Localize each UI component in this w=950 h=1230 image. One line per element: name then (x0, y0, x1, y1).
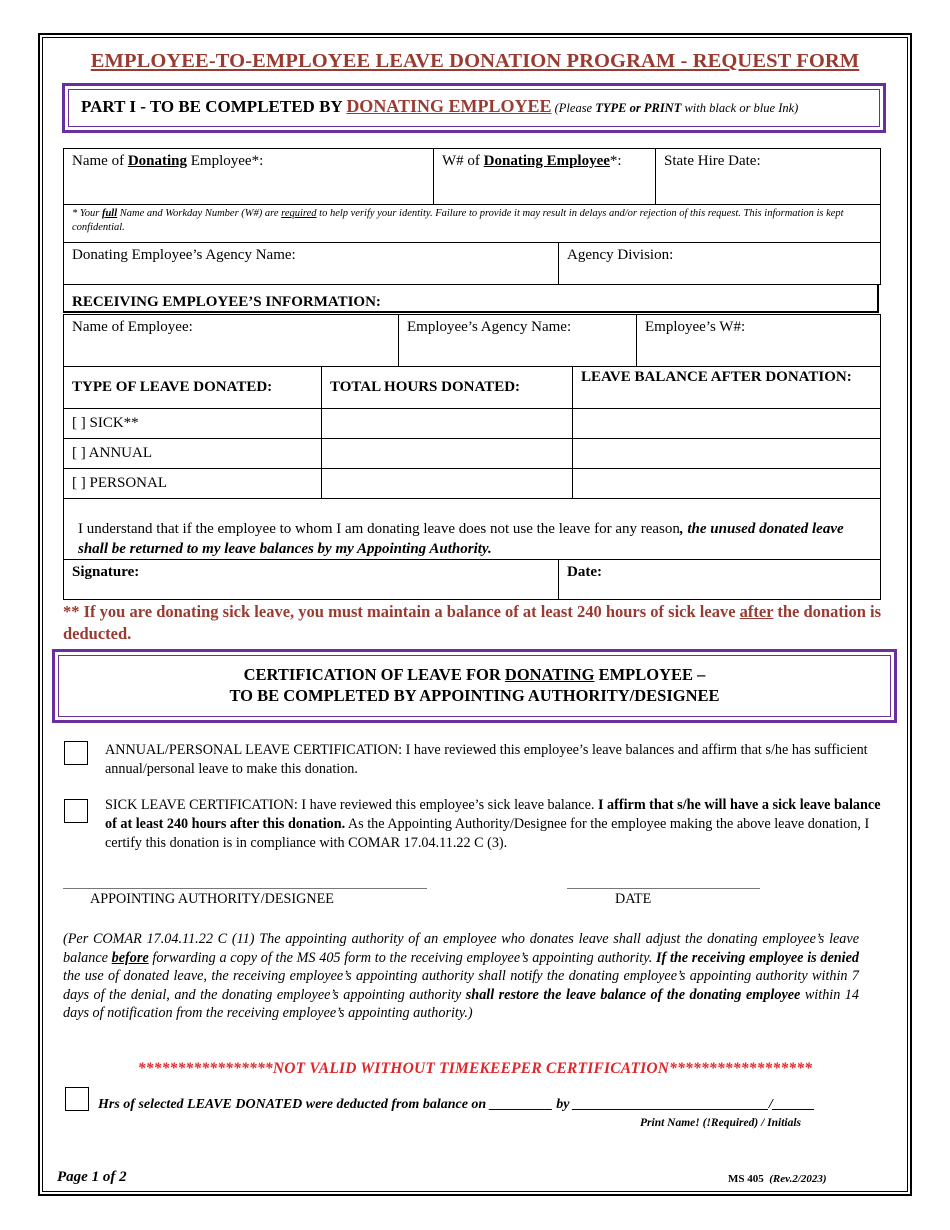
page-number: Page 1 of 2 (57, 1169, 127, 1185)
leave-type-annual[interactable]: [ ] ANNUAL (64, 439, 322, 469)
table-row (64, 439, 881, 469)
annual-balance-field[interactable] (573, 439, 881, 469)
date-field[interactable]: Date: (559, 560, 881, 600)
donor-name-field[interactable]: Name of Donating Employee*: (64, 149, 434, 205)
authority-signature-line[interactable] (63, 888, 427, 889)
comar-paragraph: (Per COMAR 17.04.11.22 C (11) The appointing authority of an employee who donates leave shall adjust the donating employee’s leave balance before forwarding a copy of the MS 405 form to the receiving employee’s appointing authority. If the receiving employee is denied the use of donated leave, the receiving employee’s appointing authority shall notify the donating employee’s appointing authority within 7 days of the denial, and the donating employee’s appointing authority shall restore the leave balance of the donating employee within 14 days of notification from the receiving employee’s appointing authority.) (63, 931, 859, 1022)
sick-hours-field[interactable] (322, 409, 573, 439)
receiving-name-field[interactable]: Name of Employee: (64, 315, 399, 367)
not-valid-banner: *****************NOT VALID WITHOUT TIMEKEEPER CERTIFICATION****************** (137, 1060, 813, 1077)
receiving-header: RECEIVING EMPLOYEE’S INFORMATION: (72, 294, 381, 310)
sick-cert-text: SICK LEAVE CERTIFICATION: I have reviewed this employee’s sick leave balance. I affirm that s/he will have a sick leave balance of at least 240 hours after this donation. As the Appointing Authority/Designee for the employee making the above leave donation, I certify this donation is in compliance with COMAR 17.04.11.22 C (3). (105, 797, 881, 851)
personal-hours-field[interactable] (322, 469, 573, 499)
agency-division-field[interactable]: Agency Division: (559, 243, 881, 285)
donor-info-table (63, 148, 881, 243)
signature-field[interactable]: Signature: (64, 560, 559, 600)
authority-date-line[interactable] (567, 888, 760, 889)
timekeeper-checkbox[interactable] (65, 1087, 89, 1111)
personal-balance-field[interactable] (573, 469, 881, 499)
receiving-agency-field[interactable]: Employee’s Agency Name: (399, 315, 637, 367)
sick-cert-checkbox[interactable] (64, 799, 88, 823)
timekeeper-statement[interactable]: Hrs of selected LEAVE DONATED were deducted from balance on _________ by ____________________________/______ (98, 1097, 815, 1112)
confidentiality-note: * Your full Name and Workday Number (W#) are required to help verify your identity. Failure to provide it may result in delays and/or rejection of this request. This information is kept confidential. (64, 205, 881, 243)
annual-hours-field[interactable] (322, 439, 573, 469)
part1-header: PART I - TO BE COMPLETED BY DONATING EMPLOYEE (Please TYPE or PRINT with black or blue Ink) (81, 96, 799, 116)
table-row (64, 409, 881, 439)
authority-date-label: DATE (615, 891, 652, 907)
authority-label: APPOINTING AUTHORITY/DESIGNEE (90, 891, 334, 907)
state-hire-date-field[interactable]: State Hire Date: (656, 149, 881, 205)
leave-donation-table (63, 366, 881, 499)
col-leave-balance: LEAVE BALANCE AFTER DONATION: (573, 367, 881, 409)
form-id: MS 405 (Rev.2/2023) (728, 1173, 827, 1185)
col-total-hours: TOTAL HOURS DONATED: (322, 367, 573, 409)
donor-w-number-field[interactable]: W# of Donating Employee*: (434, 149, 656, 205)
annual-cert-text: ANNUAL/PERSONAL LEAVE CERTIFICATION: I have reviewed this employee’s leave balances and affirm that s/he has sufficient annual/personal leave to make this donation. (105, 742, 868, 777)
receiving-info-table (63, 314, 881, 367)
leave-type-sick[interactable]: [ ] SICK** (64, 409, 322, 439)
sick-balance-field[interactable] (573, 409, 881, 439)
donor-agency-name-field[interactable]: Donating Employee’s Agency Name: (64, 243, 559, 285)
donor-agency-table (63, 242, 881, 285)
form-title: EMPLOYEE-TO-EMPLOYEE LEAVE DONATION PROGRAM - REQUEST FORM (90, 50, 860, 72)
acknowledgement-table (63, 498, 881, 600)
receiving-header-box (63, 284, 879, 313)
certification-header: CERTIFICATION OF LEAVE FOR DONATING EMPLOYEE – TO BE COMPLETED BY APPOINTING AUTHORITY/DESIGNEE (229, 665, 720, 705)
sick-leave-warning: ** If you are donating sick leave, you must maintain a balance of at least 240 hours of sick leave after the donation is deducted. (63, 602, 881, 643)
col-leave-type: TYPE OF LEAVE DONATED: (64, 367, 322, 409)
receiving-w-number-field[interactable]: Employee’s W#: (637, 315, 881, 367)
part1-header-box (62, 83, 886, 133)
certification-header-box (52, 649, 897, 723)
annual-cert-checkbox[interactable] (64, 741, 88, 765)
timekeeper-sub-labels: Print Name! (!Required) / Initials (640, 1117, 802, 1129)
leave-type-personal[interactable]: [ ] PERSONAL (64, 469, 322, 499)
table-row (64, 469, 881, 499)
understand-statement: I understand that if the employee to whom I am donating leave does not use the leave for any reason, the unused donated leave shall be returned to my leave balances by my Appointing Authority. (64, 499, 881, 560)
